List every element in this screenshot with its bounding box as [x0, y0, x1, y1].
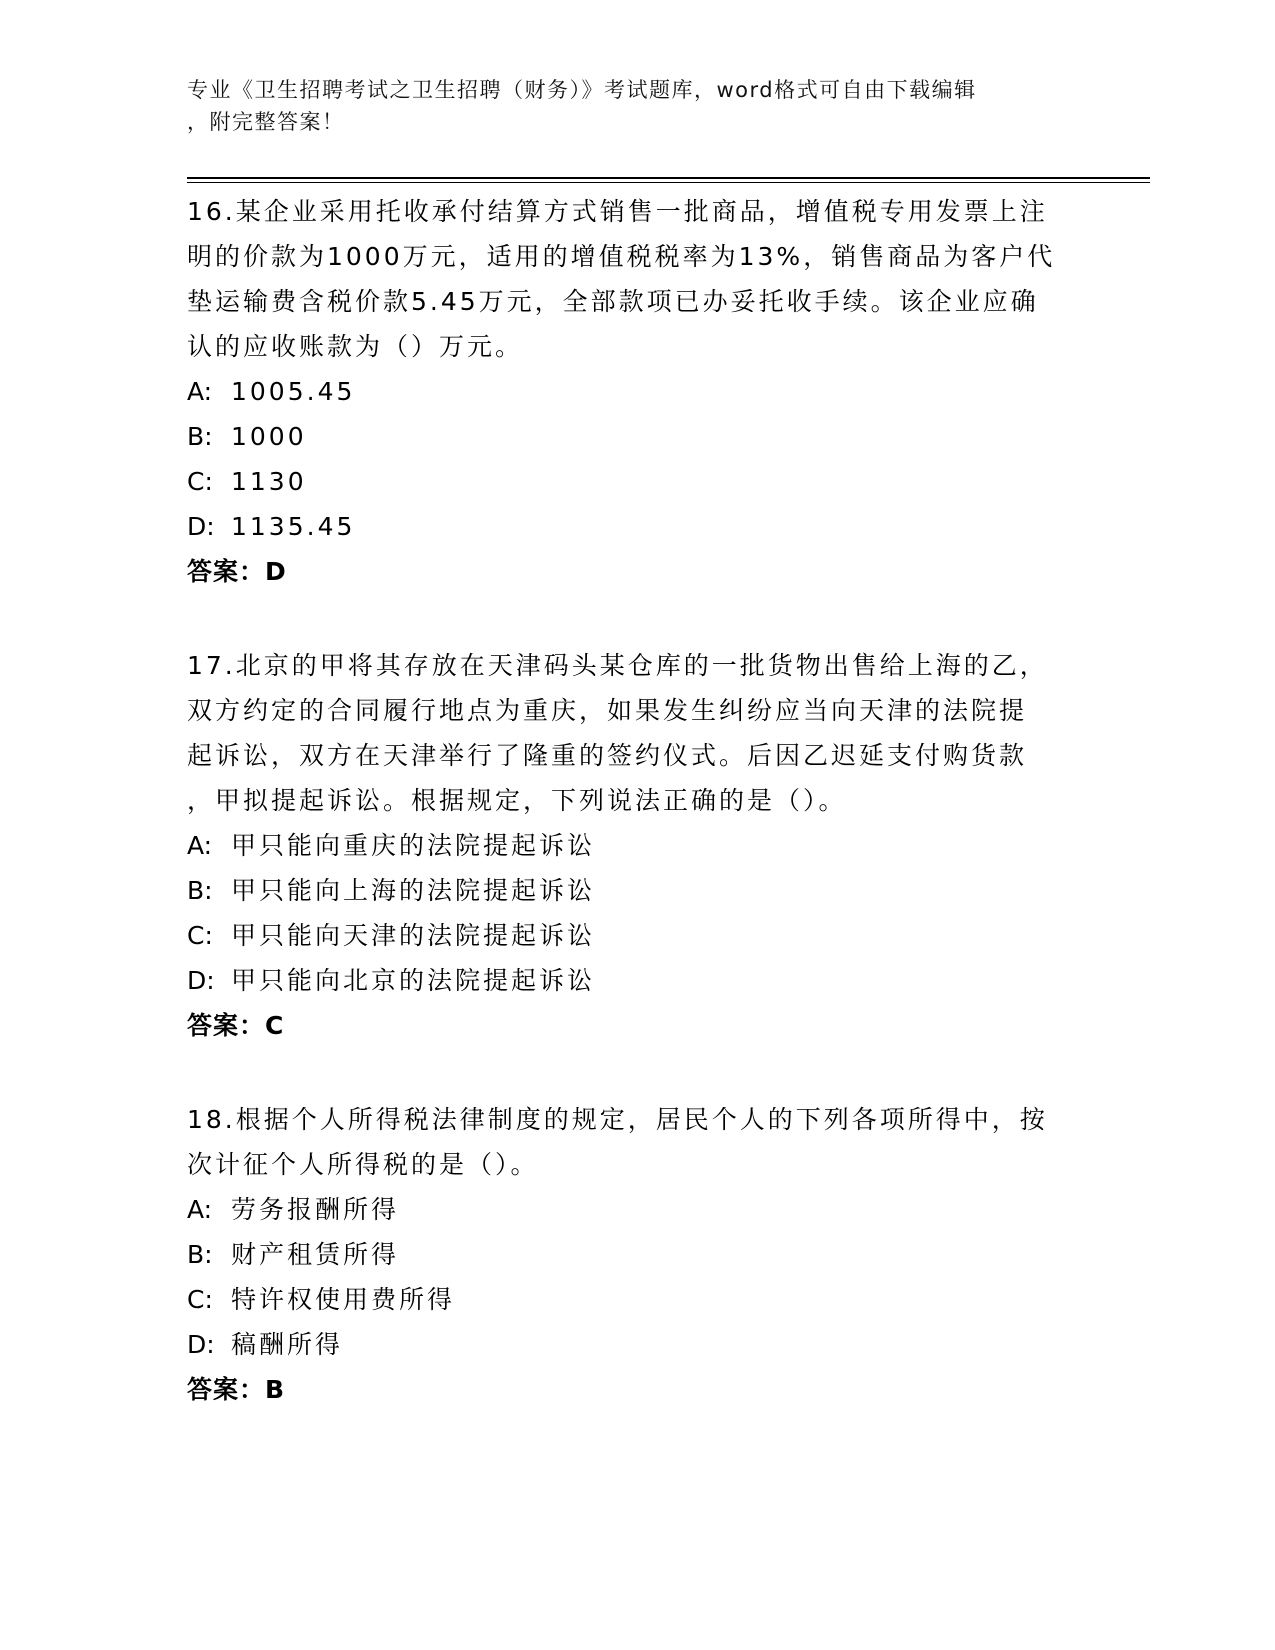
option-letter: D:	[187, 512, 215, 541]
question-17	[187, 643, 1077, 1048]
option-letter: C:	[187, 921, 213, 950]
option-text: 特许权使用费所得	[231, 1285, 456, 1314]
option-c	[187, 1277, 1077, 1322]
document-header	[187, 74, 1067, 138]
option-c	[187, 913, 1077, 958]
question-line: 双方约定的合同履行地点为重庆，如果发生纠纷应当向天津的法院提	[187, 696, 1028, 725]
option-c	[187, 459, 1077, 504]
option-text: 甲只能向重庆的法院提起诉讼	[231, 831, 596, 860]
question-line: 起诉讼，双方在天津举行了隆重的签约仪式。后因乙迟延支付购货款	[187, 741, 1028, 770]
option-letter: A:	[187, 1195, 213, 1224]
option-d	[187, 504, 1077, 549]
option-b	[187, 868, 1077, 913]
question-line: 认的应收账款为（）万元。	[187, 332, 524, 361]
option-letter: B:	[187, 1240, 213, 1269]
question-16	[187, 189, 1077, 594]
question-line: 17.北京的甲将其存放在天津码头某仓库的一批货物出售给上海的乙，	[187, 651, 1048, 680]
header-divider-thick	[187, 177, 1150, 179]
option-letter: C:	[187, 467, 213, 496]
option-text: 稿酬所得	[231, 1330, 344, 1359]
header-divider-thin	[187, 182, 1150, 183]
answer-label: 答案：B	[187, 1375, 286, 1404]
option-a	[187, 369, 1077, 414]
option-text: 1130	[231, 467, 307, 496]
option-letter: D:	[187, 966, 215, 995]
option-text: 1135.45	[231, 512, 356, 541]
option-text: 甲只能向北京的法院提起诉讼	[231, 966, 596, 995]
question-line: ，甲拟提起诉讼。根据规定，下列说法正确的是（）。	[187, 786, 847, 815]
option-letter: B:	[187, 422, 213, 451]
question-line: 18.根据个人所得税法律制度的规定，居民个人的下列各项所得中，按	[187, 1105, 1048, 1134]
option-letter: B:	[187, 876, 213, 905]
header-line-2: ，附完整答案！	[187, 110, 345, 134]
option-d	[187, 1322, 1077, 1367]
question-line: 16.某企业采用托收承付结算方式销售一批商品，增值税专用发票上注	[187, 197, 1048, 226]
header-line-1: 专业《卫生招聘考试之卫生招聘（财务）》考试题库，word格式可自由下载编辑	[187, 78, 977, 102]
option-b	[187, 1232, 1077, 1277]
answer-label: 答案：D	[187, 557, 287, 586]
option-text: 财产租赁所得	[231, 1240, 400, 1269]
option-text: 甲只能向天津的法院提起诉讼	[231, 921, 596, 950]
question-line: 明的价款为1000万元，适用的增值税税率为13%，销售商品为客户代	[187, 242, 1056, 271]
answer-label: 答案：C	[187, 1011, 285, 1040]
option-letter: A:	[187, 377, 213, 406]
option-a	[187, 1187, 1077, 1232]
option-text: 1005.45	[231, 377, 356, 406]
option-letter: D:	[187, 1330, 215, 1359]
option-d	[187, 958, 1077, 1003]
option-text: 1000	[231, 422, 307, 451]
option-letter: C:	[187, 1285, 213, 1314]
option-text: 劳务报酬所得	[231, 1195, 400, 1224]
option-letter: A:	[187, 831, 213, 860]
option-a	[187, 823, 1077, 868]
option-b	[187, 414, 1077, 459]
question-line: 垫运输费含税价款5.45万元，全部款项已办妥托收手续。该企业应确	[187, 287, 1039, 316]
question-line: 次计征个人所得税的是（）。	[187, 1150, 539, 1179]
question-18	[187, 1097, 1077, 1412]
option-text: 甲只能向上海的法院提起诉讼	[231, 876, 596, 905]
